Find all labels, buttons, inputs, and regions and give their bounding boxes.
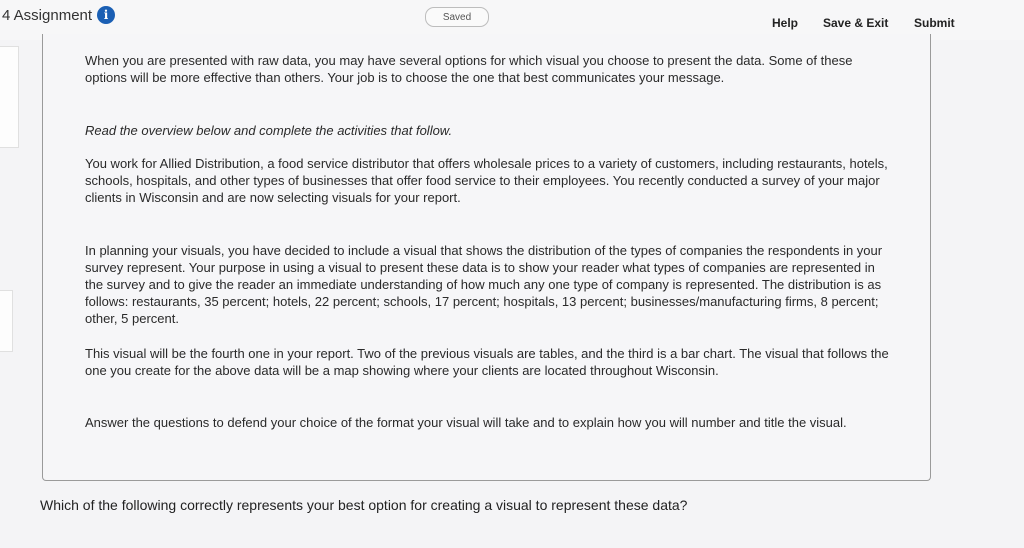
context-paragraph: This visual will be the fourth one in your report. Two of the previous visuals are tables, and the third is a bar chart. The visual that follows the one you create for the above data will be a map showing where your clients are located throughout Wisconsin.: [85, 346, 889, 378]
planning-paragraph: In planning your visuals, you have decided to include a visual that shows the distribution of the types of companies the respondents in your survey represent. Your purpose in using a visual to present these data is to show your reader what types of companies are represented in the survey and to give the reader an immediate understanding of how much any one type of company is represented. The distribution is as follows: restaurants, 35 percent; hotels, 22 percent; schools, 17 percent; hospitals, 13 percent; businesses/manufacturing firms, 8 percent; other, 5 percent.: [85, 243, 883, 326]
task-paragraph: Answer the questions to defend your choice of the format your visual will take and to explain how you will number and title the visual.: [85, 415, 847, 430]
instruction-paragraph: Read the overview below and complete the activities that follow.: [85, 123, 453, 138]
question-text: Which of the following correctly represents your best option for creating a visual to represent these data?: [40, 497, 688, 513]
submit-button[interactable]: Submit: [914, 16, 955, 30]
saved-status-badge: Saved: [425, 7, 489, 27]
info-icon[interactable]: i: [97, 6, 115, 24]
help-button[interactable]: Help: [772, 16, 799, 30]
assignment-title: 4 Assignment: [2, 6, 93, 24]
assignment-header: [2, 6, 115, 24]
intro-paragraph: When you are presented with raw data, you may have several options for which visual you choose to present the data. Some of these options will be more effective than others. Your job is to choose the one that best communicates your message.: [85, 53, 853, 85]
side-panel-edge-lower: [0, 290, 13, 352]
side-panel-edge: [0, 46, 19, 148]
save-exit-button[interactable]: Save & Exit: [823, 16, 889, 30]
scenario-paragraph: You work for Allied Distribution, a food service distributor that offers wholesale prices to a variety of customers, including restaurants, hotels, schools, hospitals, and other types of businesses that offer food service to their employees. You recently conducted a survey of your major clients in Wisconsin and are now selecting visuals for your report.: [85, 156, 888, 205]
